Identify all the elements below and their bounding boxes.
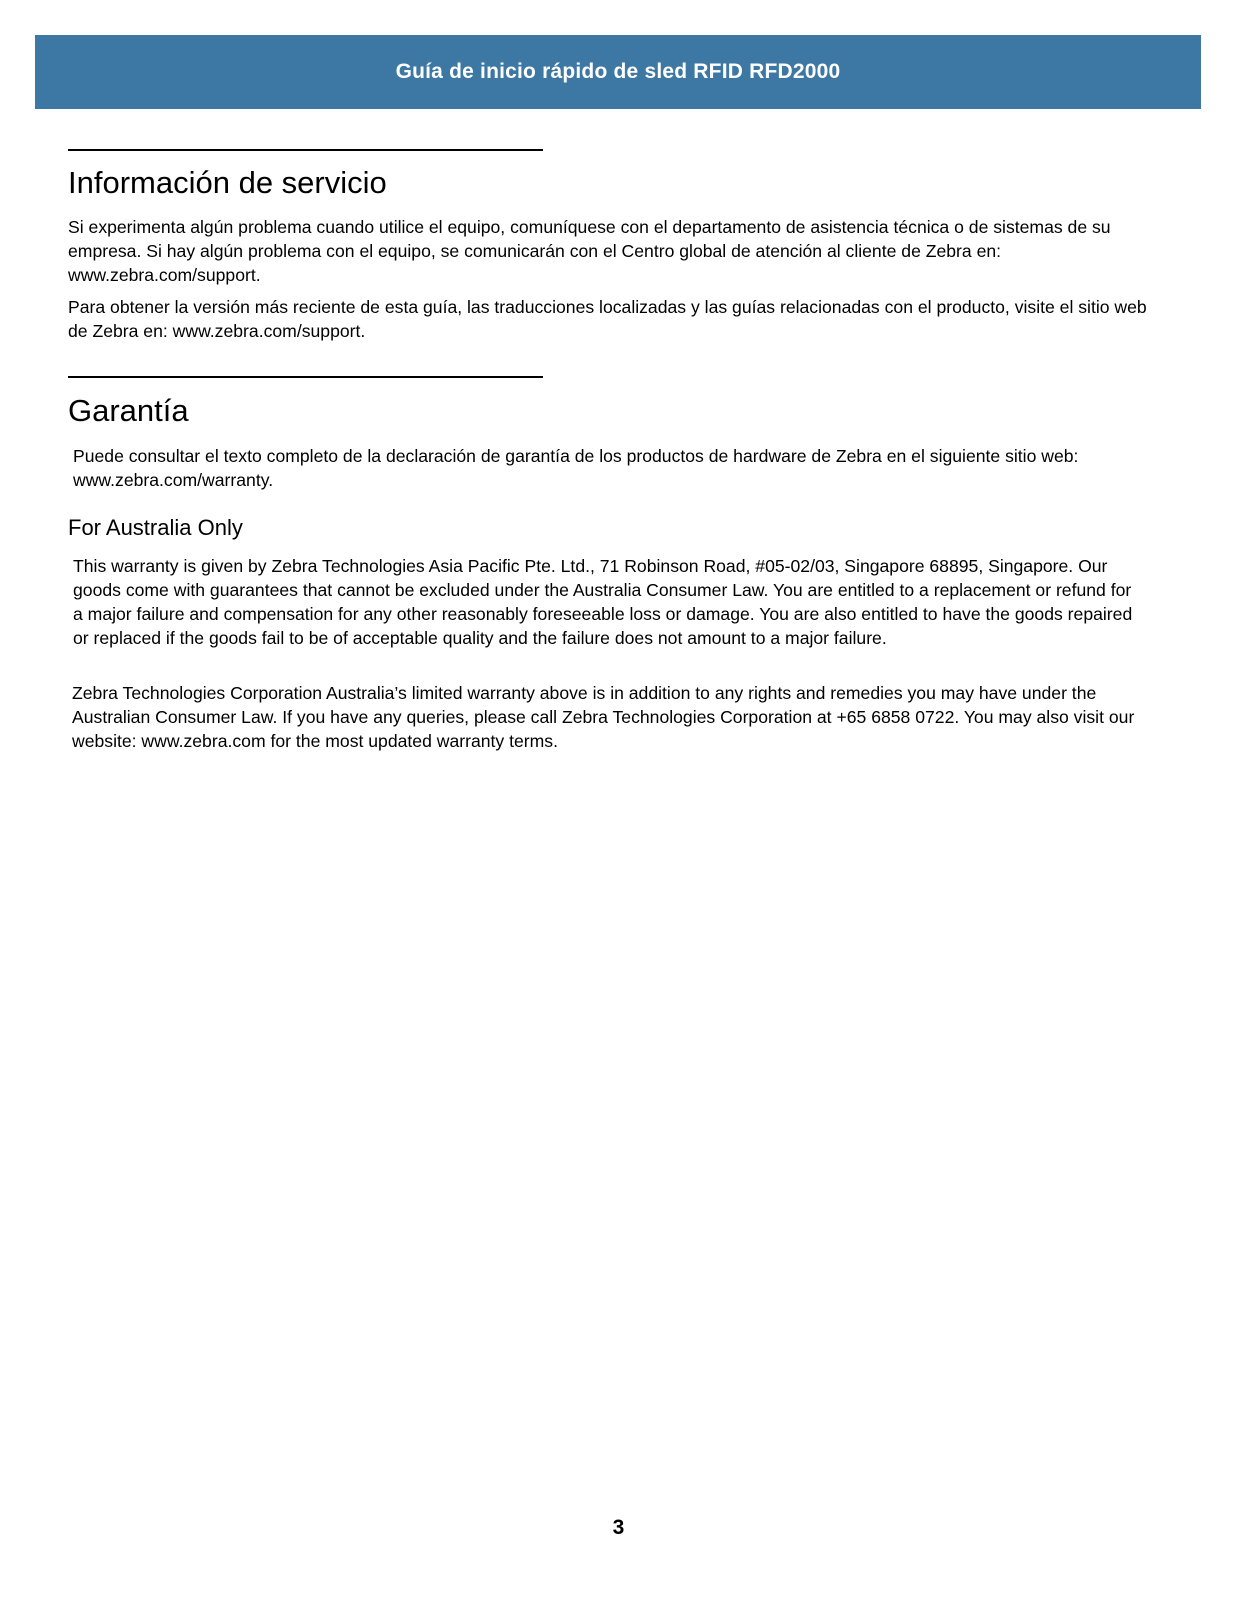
- service-section-rule: [68, 149, 543, 151]
- service-paragraph-1: Si experimenta algún problema cuando utilice el equipo, comuníquese con el departamento de asistencia técnica o de sistemas de su empresa. Si hay algún problema con el equipo, se comunicarán con el Centro global de atención al cliente de Zebra en: www.zebra.com/support.: [68, 217, 1111, 285]
- australia-subheading: For Australia Only: [68, 515, 243, 540]
- page-number: 3: [612, 1516, 625, 1539]
- australia-paragraph-2: Zebra Technologies Corporation Australia’s limited warranty above is in addition to any rights and remedies you may have under the Australian Consumer Law. If you have any queries, please call Zebra Technologies Corporation at +65 6858 0722. You may also visit our website: www.zebra.com for the most updated warranty terms.: [72, 683, 1135, 751]
- document-title: Guía de inicio rápido de sled RFID RFD2000: [395, 60, 841, 83]
- service-paragraph-2: Para obtener la versión más reciente de esta guía, las traducciones localizadas y las guías relacionadas con el producto, visite el sitio web de Zebra en: www.zebra.com/support.: [68, 297, 1147, 341]
- warranty-section-rule: [68, 376, 543, 378]
- australia-paragraph-1: This warranty is given by Zebra Technologies Asia Pacific Pte. Ltd., 71 Robinson Road, #05-02/03, Singapore 68895, Singapore. Our goods come with guarantees that cannot be excluded under the Australia Consumer Law. You are entitled to a replacement or refund for a major failure and compensation for any other reasonably foreseeable loss or damage. You are also entitled to have the goods repaired or replaced if the goods fail to be of acceptable quality and the failure does not amount to a major failure.: [73, 556, 1133, 648]
- warranty-section-heading: Garantía: [68, 393, 189, 428]
- service-section-heading: Información de servicio: [68, 165, 387, 200]
- warranty-intro-paragraph: Puede consultar el texto completo de la declaración de garantía de los productos de hardware de Zebra en el siguiente sitio web: www.zebra.com/warranty.: [73, 446, 1079, 490]
- header-banner: [35, 35, 1201, 109]
